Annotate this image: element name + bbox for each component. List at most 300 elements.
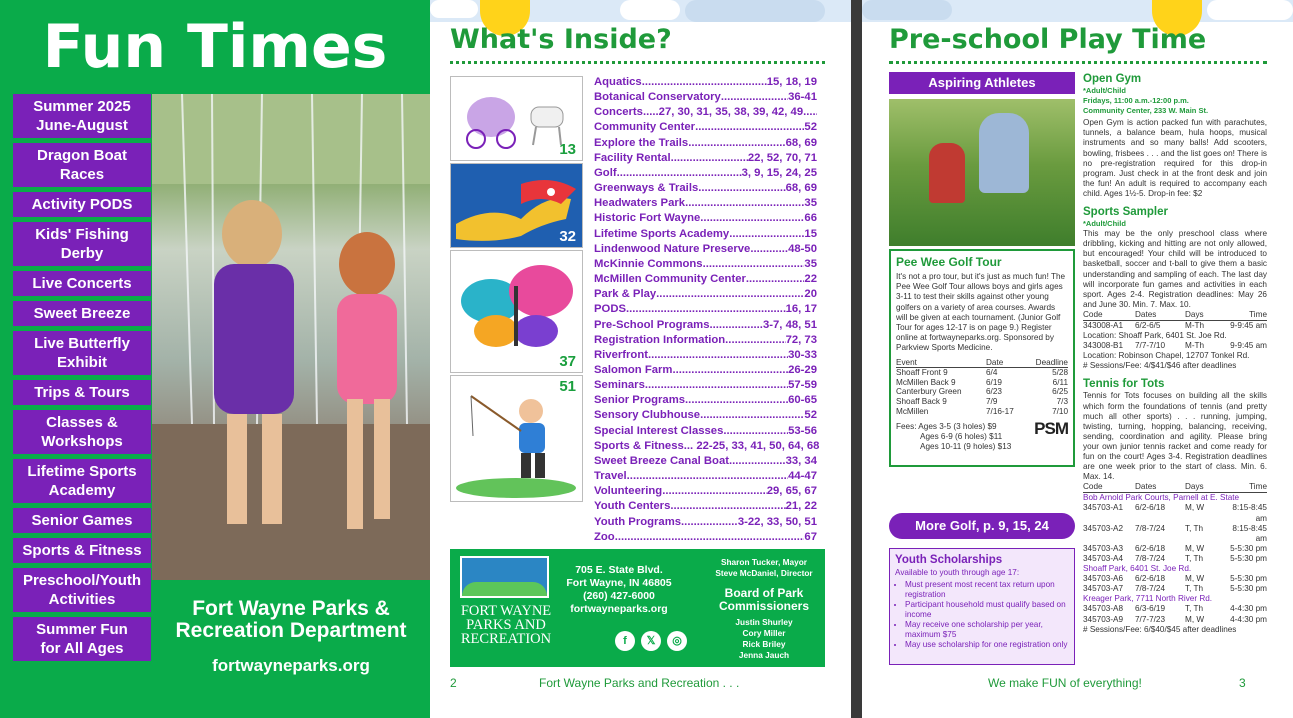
toc-entry-pages: 66	[804, 212, 817, 225]
thumbnail-carriage[interactable]	[450, 76, 583, 161]
table-cell: 7/7-7/23	[1135, 614, 1166, 624]
toc-entry-name: Sensory Clubhouse	[594, 409, 701, 422]
sports-sampler-description: This may be the only preschool class where dribbling, kicking and hitting are not only allowed, but encouraged! Your child will be introduced to basketball, soccer and t-ball to give them a basic understanding and sampling of each. The last day will incorporate fun games and activities in each sport. Ages 2-4. Registration deadlines: May 26 and June 30. Min. 7. Max. 10.	[1083, 229, 1267, 309]
toc-entry-pages: 44-47	[788, 470, 817, 483]
toc-leader-dots	[662, 484, 767, 499]
thumbnail-page-number: 13	[559, 141, 576, 158]
table-cell: 345703-A1	[1083, 503, 1124, 513]
toc-leader-dots	[725, 333, 785, 348]
cover-menu-item-line-2: Derby	[60, 245, 104, 262]
right-column	[1083, 72, 1267, 635]
cover-menu-item[interactable]	[13, 617, 151, 661]
cover-menu-item[interactable]	[13, 410, 151, 454]
cloud-decoration	[430, 0, 478, 18]
page-2-whats-inside	[430, 0, 851, 718]
page-heading: What's Inside?	[450, 24, 672, 55]
toc-entry-name: Lifetime Sports Academy	[594, 227, 730, 240]
toc-entry-pages: 35	[804, 197, 817, 210]
toc-leader-dots	[685, 196, 804, 211]
toc-entry-name: Senior Programs	[594, 394, 686, 407]
scholarship-title: Youth Scholarships	[895, 554, 1003, 566]
golf-title: Pee Wee Golf Tour	[896, 255, 1002, 269]
toc-entry-name: Headwaters Park	[594, 197, 686, 210]
website-link[interactable]: fortwayneparks.org	[570, 603, 668, 615]
toc-leader-dots	[698, 181, 785, 196]
table-cell: 345703-A7	[1083, 584, 1124, 594]
toc-entry[interactable]	[594, 454, 817, 469]
parks-logo-mark	[460, 556, 549, 598]
table-cell: 7/8-7/24	[1135, 523, 1166, 533]
thumbnail-fishing-boy[interactable]	[450, 375, 583, 502]
table-cell: M-Th	[1185, 320, 1205, 330]
toc-leader-dots	[627, 469, 788, 484]
cover-photo-illustration	[152, 94, 430, 580]
cover-menu-item-line-1: Summer Fun	[36, 621, 128, 638]
cover-menu-item[interactable]	[13, 380, 151, 405]
table-cell: T, Th	[1185, 523, 1204, 533]
department-name	[152, 598, 430, 642]
toc-leader-dots	[670, 499, 785, 514]
contact-address	[563, 564, 675, 616]
cover-menu-item-line-2: for All Ages	[40, 640, 124, 657]
toc-entry[interactable]	[594, 151, 817, 166]
toc-entry-pages: 36-41	[788, 91, 817, 104]
cover-menu-item-line-1: Live Concerts	[32, 275, 132, 292]
cover-menu-item[interactable]	[13, 143, 151, 187]
toc-entry[interactable]	[594, 242, 817, 257]
page-footer-text: Fort Wayne Parks and Recreation . . .	[539, 676, 740, 690]
table-cell: 7/10	[1052, 406, 1068, 416]
cover-menu-item-line-1: Sports & Fitness	[22, 542, 142, 559]
sports-sampler-table	[1083, 310, 1267, 361]
toc-entry[interactable]	[594, 408, 817, 423]
open-gym-time: Fridays, 11:00 a.m.-12:00 p.m.	[1083, 96, 1189, 106]
toc-entry-pages: 35	[804, 257, 817, 270]
page-heading: Pre-school Play Time	[889, 24, 1207, 55]
thumbnail-butterfly[interactable]	[450, 250, 583, 373]
cover-menu-item[interactable]	[13, 538, 151, 563]
street-address: 705 E. State Blvd.	[575, 564, 663, 576]
department-name-line-2: Recreation Department	[175, 619, 407, 642]
city-state-zip: Fort Wayne, IN 46805	[566, 577, 672, 589]
cover-menu-item-line-1: Senior Games	[31, 512, 133, 529]
table-cell: 9-9:45 am	[1230, 341, 1267, 351]
cover-menu-item-line-1: Activity PODS	[31, 196, 133, 213]
toc-entry[interactable]	[594, 348, 817, 363]
table-cell: McMillen Back 9	[896, 377, 956, 387]
thumbnail-column	[450, 76, 583, 504]
toc-entry-name: Facility Rental	[594, 151, 671, 164]
toc-entry-pages: 33, 34	[785, 454, 817, 467]
toc-entry-pages: 72, 73	[785, 333, 817, 346]
toc-entry[interactable]	[594, 211, 817, 226]
youth-scholarships-box	[889, 548, 1075, 665]
mayor-name: Sharon Tucker, Mayor	[720, 557, 808, 567]
toc-entry[interactable]	[594, 227, 817, 242]
toc-entry-name: Seminars	[594, 379, 645, 392]
table-cell: M-Th	[1185, 341, 1205, 351]
board-of-commissioners	[705, 557, 823, 661]
cover-website-link[interactable]: fortwayneparks.org	[212, 656, 370, 675]
cover-menu-item[interactable]	[13, 222, 151, 266]
open-gym-title: Open Gym	[1083, 73, 1142, 85]
toc-entry-name: McMillen Community Center	[594, 273, 746, 286]
toc-entry-pages: 20	[804, 288, 817, 301]
table-cell: 5-5:30 pm	[1230, 553, 1267, 563]
toc-leader-dots	[721, 90, 788, 105]
cover-menu-item-line-2: Academy	[48, 482, 116, 499]
page-footer-text: We make FUN of everything!	[988, 676, 1142, 690]
table-row	[896, 407, 1068, 417]
table-cell: 343008-B1	[1083, 341, 1124, 351]
department-name-line-1: Fort Wayne Parks &	[192, 597, 390, 620]
toc-leader-dots	[671, 151, 748, 166]
toc-leader-dots	[750, 242, 788, 257]
dotted-divider	[450, 61, 825, 64]
more-golf-button[interactable]: More Golf, p. 9, 15, 24	[889, 513, 1075, 539]
table-cell: McMillen	[896, 406, 929, 416]
table-cell: 7/16-17	[986, 406, 1014, 416]
toc-entry[interactable]	[594, 484, 817, 499]
cover-menu-item-line-2: Workshops	[41, 433, 123, 450]
toc-leader-dots	[672, 363, 788, 378]
tennis-location: Kreager Park, 7711 North River Rd.	[1083, 594, 1213, 604]
page-number: 3	[1239, 676, 1246, 690]
cover-menu	[13, 94, 151, 666]
golf-fees: Fees: Ages 3-5 (3 holes) $9 Ages 6-9 (6 holes) $11 Ages 10-11 (9 holes) $13 PSM	[896, 419, 1068, 452]
table-cell: 6/11	[1052, 377, 1068, 387]
toc-entry[interactable]	[594, 136, 817, 151]
scholarship-subtitle: Available to youth through age 17:	[895, 568, 1020, 577]
table-row	[1083, 615, 1267, 625]
table-row	[1083, 503, 1267, 523]
cover-menu-item[interactable]	[13, 271, 151, 296]
cover-menu-item[interactable]	[13, 192, 151, 217]
toc-entry-name: Greenways & Trails	[594, 182, 699, 195]
cover-menu-item-line-1: Kids' Fishing	[35, 226, 129, 243]
cover-menu-item-line-1: Trips & Tours	[34, 384, 130, 401]
toc-leader-dots	[700, 408, 804, 423]
cover-menu-item-line-1: Dragon Boat	[37, 147, 127, 164]
toc-entry[interactable]	[594, 439, 820, 454]
instagram-icon[interactable]: ◎	[667, 631, 687, 651]
toc-entry[interactable]	[594, 499, 817, 514]
toc-entry-pages: 48-50	[788, 242, 817, 255]
table-cell: 6/4	[986, 368, 998, 378]
cover-menu-item-line-2: Activities	[48, 591, 116, 608]
tennis-description: Tennis for Tots focuses on building all the skills which form the foundations of tennis (and pretty much all other sports) . . . running, jumping, twisting, turning, hopping, balancing, receiving, sending, coordination and agility. Please bring your own junior tennis racket and come ready for fun on the court! Ages 3-4. Registration deadlines are one week prior to the start of class. Min. 6. Max. 14.	[1083, 391, 1267, 482]
cover-menu-item-line-1: Preschool/Youth	[22, 572, 142, 589]
cloud-decoration	[862, 0, 952, 20]
page-number: 2	[450, 676, 457, 690]
toc-entry[interactable]	[594, 257, 817, 272]
table-row	[896, 387, 1068, 397]
x-icon[interactable]: 𝕏	[641, 631, 661, 651]
list-item: • Participant household must qualify based on income	[905, 600, 1069, 620]
dotted-divider	[889, 61, 1267, 64]
sports-sampler-title: Sports Sampler	[1083, 206, 1168, 219]
table-cell: 4-4:30 pm	[1230, 604, 1267, 614]
golf-events-table	[896, 358, 1068, 417]
thumbnail-dragon-boat[interactable]	[450, 163, 583, 248]
toc-entry-pages: 68, 69	[785, 136, 817, 149]
table-row	[1083, 604, 1267, 614]
table-cell: 345703-A8	[1083, 604, 1124, 614]
table-cell: 8:15-8:45 am	[1232, 503, 1267, 523]
toc-entry[interactable]	[594, 424, 817, 439]
director-name: Steve McDaniel, Director	[715, 568, 813, 578]
table-row	[1083, 584, 1267, 594]
toc-entry[interactable]	[594, 363, 817, 378]
cover-menu-item[interactable]	[13, 508, 151, 533]
phone-number[interactable]: (260) 427-6000	[583, 590, 655, 602]
toc-entry-pages: 3-22, 33, 50, 51	[737, 515, 817, 528]
cloud-decoration	[620, 0, 680, 20]
toc-entry-pages: 22	[804, 273, 817, 286]
table-cell: 5/28	[1052, 368, 1068, 378]
cover-menu-item-line-2: Exhibit	[56, 354, 107, 371]
table-cell: 343008-A1	[1083, 320, 1124, 330]
table-row	[1083, 554, 1267, 564]
toc-entry[interactable]	[594, 378, 817, 393]
toc-entry-name: Explore the Trails	[594, 136, 689, 149]
toc-entry[interactable]	[594, 333, 817, 348]
table-cell: T, Th	[1185, 584, 1204, 594]
table-row	[1083, 574, 1267, 584]
toc-entry-pages: 60-65	[788, 394, 817, 407]
cover-menu-item-line-2: Races	[59, 166, 105, 183]
table-location-row: Location: Robinson Chapel, 12707 Tonkel Rd.	[1083, 351, 1250, 361]
toc-entry-pages: 15	[804, 227, 817, 240]
toc-entry-pages: 53-56	[788, 424, 817, 437]
toc-entry-pages: 68, 69	[785, 182, 817, 195]
cover-menu-item-line-2: June-August	[36, 117, 128, 134]
list-item: • May use scholarship for one registration only	[905, 640, 1069, 650]
toc-entry-pages: 16, 17	[785, 303, 817, 316]
toc-entry-name: Aquatics	[594, 76, 642, 88]
toc-entry-pages: 30-33	[788, 348, 817, 361]
toc-entry[interactable]	[594, 302, 817, 317]
list-item: • Must present most recent tax return upon registration	[905, 580, 1069, 600]
parks-logo	[460, 556, 552, 662]
sponsor-logo: PSM	[1034, 419, 1068, 439]
open-gym-description: Open Gym is action packed fun with parachutes, tunnels, a balance beam, hula hoops, musical instruments and so many balls! Add scooters, bowling, frisbees . . . and the list goes on! There is no pre-registration required for this drop-in program. Just check in at the front desk and join the fun! An adult is required to accompany each child. Ages 1½-5. Drop-in fee: $2	[1083, 118, 1267, 198]
thumbnail-page-number: 32	[559, 228, 576, 245]
social-links	[615, 631, 687, 651]
toc-leader-dots	[803, 105, 817, 120]
toc-leader-dots	[648, 348, 788, 363]
table-location-row: Location: Shoaff Park, 6401 St. Joe Rd.	[1083, 331, 1227, 341]
table-row	[1083, 321, 1267, 331]
cover-menu-item[interactable]	[13, 568, 151, 612]
toc-leader-dots	[723, 424, 788, 439]
table-cell: M, W	[1185, 614, 1205, 624]
table-cell: 7/7-7/10	[1135, 341, 1166, 351]
tennis-location: Bob Arnold Park Courts, Parnell at E. State	[1083, 493, 1240, 503]
toc-leader-dots	[700, 211, 804, 226]
tennis-fee: # Sessions/Fee: 6/$40/$45 after deadlines	[1083, 624, 1237, 634]
sports-sampler-age: *Adult/Child	[1083, 219, 1126, 229]
table-cell: 7/9	[986, 397, 998, 406]
table-cell: 345703-A3	[1083, 543, 1124, 553]
table-cell: M, W	[1185, 543, 1205, 553]
toc-entry-pages: 29, 65, 67	[766, 485, 817, 498]
table-header: Event Date Deadline	[896, 357, 1068, 367]
toc-leader-dots	[656, 287, 804, 302]
table-cell: 6/2-6/18	[1135, 543, 1166, 553]
toc-entry-name: Botanical Conservatory	[594, 91, 721, 104]
table-row	[1083, 544, 1267, 554]
table-cell: 8:15-8:45 am	[1232, 523, 1267, 543]
toc-entry-pages: 3-7, 48, 51	[762, 318, 817, 331]
toc-entry[interactable]	[594, 196, 817, 211]
toc-entry-name: Registration Information	[594, 333, 726, 346]
board-member: Rick Briley	[742, 639, 786, 649]
toc-entry-pages: 3, 9, 15, 24, 25	[741, 166, 817, 179]
section-tab-aspiring-athletes: Aspiring Athletes	[889, 72, 1075, 94]
cover-menu-item[interactable]	[13, 459, 151, 503]
toc-entry-name: Historic Fort Wayne	[594, 212, 701, 225]
table-row	[896, 397, 1068, 407]
cover-menu-item[interactable]	[13, 94, 151, 138]
table-cell: 345703-A6	[1083, 574, 1124, 584]
contact-info-box	[450, 549, 825, 667]
toc-leader-dots	[642, 75, 767, 90]
cover-page	[0, 0, 430, 718]
board-title: Board of Park Commissioners	[718, 586, 810, 613]
pee-wee-golf-box	[889, 249, 1075, 467]
toc-entry-name: Youth Centers	[594, 500, 671, 513]
toc-leader-dots	[729, 454, 786, 469]
cover-menu-item-line-1: Sweet Breeze	[33, 305, 131, 322]
toc-entry-name: PODS	[594, 303, 627, 316]
table-cell: Shoaff Front 9	[896, 368, 948, 378]
toc-leader-dots	[729, 227, 804, 242]
toc-entry[interactable]	[594, 181, 817, 196]
toc-leader-dots	[710, 318, 763, 333]
table-cell: 5-5:30 pm	[1230, 543, 1267, 553]
cover-photo-children-in-fountain	[152, 94, 430, 580]
toc-entry-pages: 26-29	[788, 363, 817, 376]
table-row	[896, 378, 1068, 388]
board-member: Justin Shurley	[735, 617, 793, 627]
table-cell: 6/2-6/18	[1135, 574, 1166, 584]
toc-leader-dots	[681, 515, 738, 530]
toc-entry[interactable]	[594, 272, 817, 287]
table-cell: 345703-A4	[1083, 553, 1124, 563]
open-gym-location: Community Center, 233 W. Main St.	[1083, 106, 1209, 116]
cover-menu-item[interactable]	[13, 331, 151, 375]
toc-leader-dots	[703, 257, 805, 272]
cover-menu-item-line-1: Classes &	[46, 414, 118, 431]
toc-entry-name: Sports & Fitness... 22-25, 33, 41, 50, 64, 68	[594, 439, 820, 452]
toc-entry-name: Special Interest Classes	[594, 424, 724, 437]
cloud-decoration	[685, 0, 825, 22]
toc-entry-name: Zoo	[594, 530, 615, 543]
table-cell: 6/2-6/5	[1135, 320, 1161, 330]
facebook-icon[interactable]: f	[615, 631, 635, 651]
toc-entry[interactable]	[594, 75, 817, 90]
table-cell: 7/8-7/24	[1135, 553, 1166, 563]
toc-entry[interactable]	[594, 120, 817, 135]
thumbnail-page-number: 37	[559, 353, 576, 370]
toc-entry[interactable]	[594, 90, 817, 105]
left-column	[889, 72, 1075, 467]
toc-leader-dots	[615, 530, 805, 545]
table-cell: 345703-A2	[1083, 523, 1124, 533]
scholarship-list	[895, 580, 1069, 650]
toc-entry-pages: 15, 18, 19	[766, 76, 817, 88]
table-row	[896, 368, 1068, 378]
table-of-contents	[594, 75, 820, 545]
toc-entry-pages: 22, 52, 70, 71	[747, 151, 817, 164]
toc-entry-pages: 52	[804, 121, 817, 134]
toc-entry-name: Community Center	[594, 121, 696, 134]
cloud-decoration	[1207, 0, 1293, 20]
toc-leader-dots	[688, 136, 785, 151]
cover-menu-item-line-1: Summer 2025	[33, 98, 131, 115]
table-cell: T, Th	[1185, 553, 1204, 563]
toc-entry-name: Sweet Breeze Canal Boat	[594, 454, 729, 467]
toc-entry[interactable]	[594, 166, 817, 181]
toc-leader-dots	[617, 166, 742, 181]
toc-entry-name: Youth Programs	[594, 515, 682, 528]
toc-leader-dots	[746, 272, 805, 287]
toc-entry[interactable]	[594, 393, 817, 408]
toc-entry[interactable]	[594, 515, 817, 530]
cover-menu-item[interactable]	[13, 301, 151, 326]
thumbnail-page-number: 51	[559, 378, 576, 395]
table-cell: Canterbury Green	[896, 387, 962, 397]
board-member: Cory Miller	[742, 628, 786, 638]
golf-description: It's not a pro tour, but it's just as much fun! The Pee Wee Golf Tour allows boys and girls ages 3-11 to test their skills against other young golfers on a variety of area courses. Awards will be given at each tournament. (Junior Golf Tour for ages 12-17 is on page 9.) Register online at fortwayneparks.org. Sponsored by Parkview Sports Medicine.	[896, 272, 1066, 353]
table-cell: M, W	[1185, 503, 1205, 513]
toc-entry-pages: 21, 22	[785, 500, 817, 513]
table-cell: T, Th	[1185, 604, 1204, 614]
open-gym-age: *Adult/Child	[1083, 86, 1126, 95]
parks-logo-text: FORT WAYNE PARKS AND RECREATION	[460, 603, 552, 647]
list-item: • May receive one scholarship per year, maximum $75	[905, 620, 1069, 640]
toc-entry[interactable]	[594, 318, 817, 333]
table-cell: M, W	[1185, 574, 1205, 584]
toc-entry-name: Riverfront	[594, 348, 648, 361]
table-cell: 9-9:45 am	[1230, 320, 1267, 330]
page-3-preschool	[862, 0, 1293, 718]
table-cell: 6/25	[1052, 387, 1068, 397]
toc-entry[interactable]	[594, 287, 817, 302]
cover-menu-item-line-1: Live Butterfly	[34, 335, 130, 352]
cover-footer	[152, 598, 430, 676]
table-cell: 5-5:30 pm	[1230, 584, 1267, 594]
table-row	[1083, 524, 1267, 544]
toc-entry-name: Golf	[594, 166, 617, 179]
toc-entry-name: Salomon Farm	[594, 363, 673, 376]
cover-title: Fun Times	[42, 12, 388, 82]
table-cell: 6/23	[986, 387, 1002, 397]
cover-menu-item-line-1: Lifetime Sports	[27, 463, 137, 480]
toc-leader-dots	[626, 302, 786, 317]
table-header: Code Dates Days Time	[1083, 310, 1267, 321]
toc-leader-dots	[695, 120, 804, 135]
toc-entry[interactable]	[594, 530, 817, 545]
toc-entry[interactable]	[594, 105, 817, 120]
toc-entry[interactable]	[594, 469, 817, 484]
table-cell: 5-5:30 pm	[1230, 574, 1267, 584]
tennis-title: Tennis for Tots	[1083, 378, 1165, 391]
table-cell: 7/3	[1056, 397, 1068, 406]
toc-entry-name: Travel	[594, 470, 627, 483]
golf-photo	[889, 99, 1075, 246]
